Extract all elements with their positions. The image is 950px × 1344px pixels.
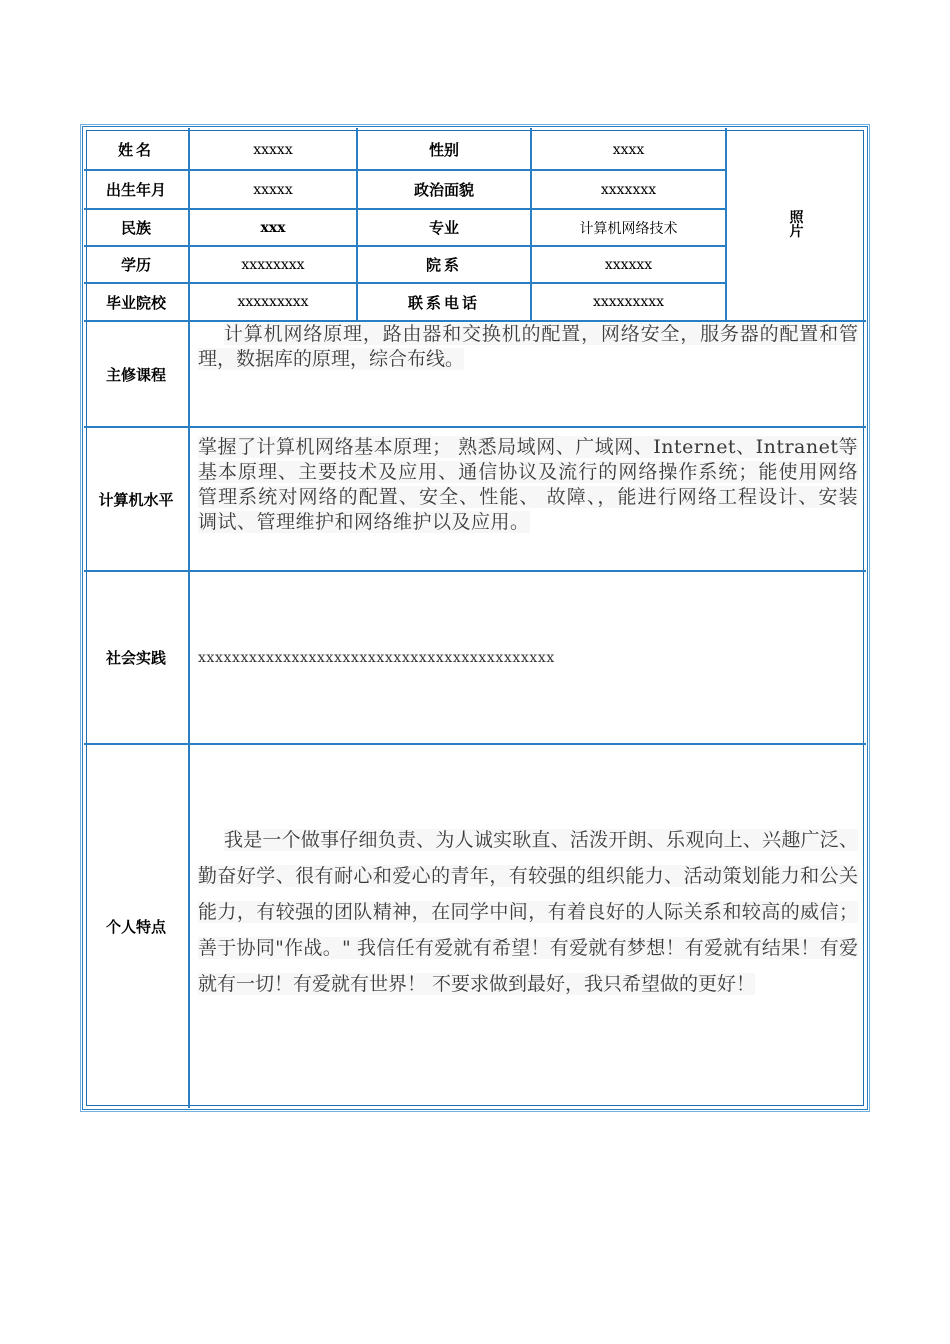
department-value: xxxxxx — [604, 256, 653, 273]
phone-label: 联系电话 — [407, 293, 480, 312]
education-value: xxxxxxxx — [241, 256, 305, 273]
photo-placeholder — [727, 130, 866, 320]
courses-text — [198, 322, 858, 372]
major-label: 专业 — [428, 219, 459, 237]
school-value: xxxxxxxxx — [237, 294, 309, 310]
computer-skill-text-content: 掌握了计算机网络基本原理； 熟悉局域网、广域网、Internet、Intranet等基本原理、主要技术及应用、通信协议及流行的网络操作系统；能使用网络管理系统对网络的配置、安全、性能、 故障、，能进行网络工程设计、安装调试、管理维护和网络维护以及应用。 — [198, 436, 858, 533]
name-label: 姓名 — [117, 141, 154, 159]
politics-value: xxxxxxx — [600, 181, 657, 198]
name-value: xxxxx — [253, 141, 293, 158]
birth-label: 出生年月 — [105, 181, 166, 199]
ethnicity-label: 民族 — [120, 219, 151, 237]
courses-text-content: 计算机网络原理，路由器和交换机的配置，网络安全，服务器的配置和管理，数据库的原理，综合布线。 — [198, 323, 858, 370]
personal-text-content: 我是一个做事仔细负责、为人诚实耿直、活泼开朗、乐观向上、兴趣广泛、勤奋好学、很有耐心和爱心的青年，有较强的组织能力、活动策划能力和公关能力，有较强的团队精神，在同学中间，有着良好的人际关系和较高的威信；善于协同"作战。" 我信任有爱就有希望！有爱就有梦想！有爱就有结果！有爱就有一切！有爱就有世界！ 不要求做到最好，我只希望做的更好！ — [198, 829, 858, 995]
school-label: 毕业院校 — [105, 293, 166, 312]
courses-label: 主修课程 — [105, 365, 166, 384]
grid-line — [84, 426, 866, 428]
personal-label: 个人特点 — [105, 918, 166, 936]
photo-label-1: 照 — [789, 210, 804, 226]
grid-line — [84, 570, 866, 572]
education-label: 学历 — [120, 256, 151, 274]
computer-skill-label: 计算机水平 — [98, 490, 174, 509]
politics-label: 政治面貌 — [413, 181, 474, 199]
gender-label: 性别 — [428, 141, 459, 159]
personal-text — [198, 822, 858, 1002]
ethnicity-value: xxx — [260, 219, 286, 236]
photo-label-2: 片 — [789, 224, 804, 240]
phone-value: xxxxxxxxx — [592, 294, 665, 310]
gender-value: xxxx — [612, 141, 645, 158]
grid-line — [84, 743, 866, 745]
major-value: 计算机网络技术 — [579, 220, 678, 237]
computer-skill-text — [198, 435, 858, 535]
practice-text: xxxxxxxxxxxxxxxxxxxxxxxxxxxxxxxxxxxxxxxxxx — [198, 650, 555, 666]
department-label: 院系 — [425, 256, 462, 274]
practice-label: 社会实践 — [105, 649, 166, 667]
birth-value: xxxxx — [253, 181, 293, 198]
